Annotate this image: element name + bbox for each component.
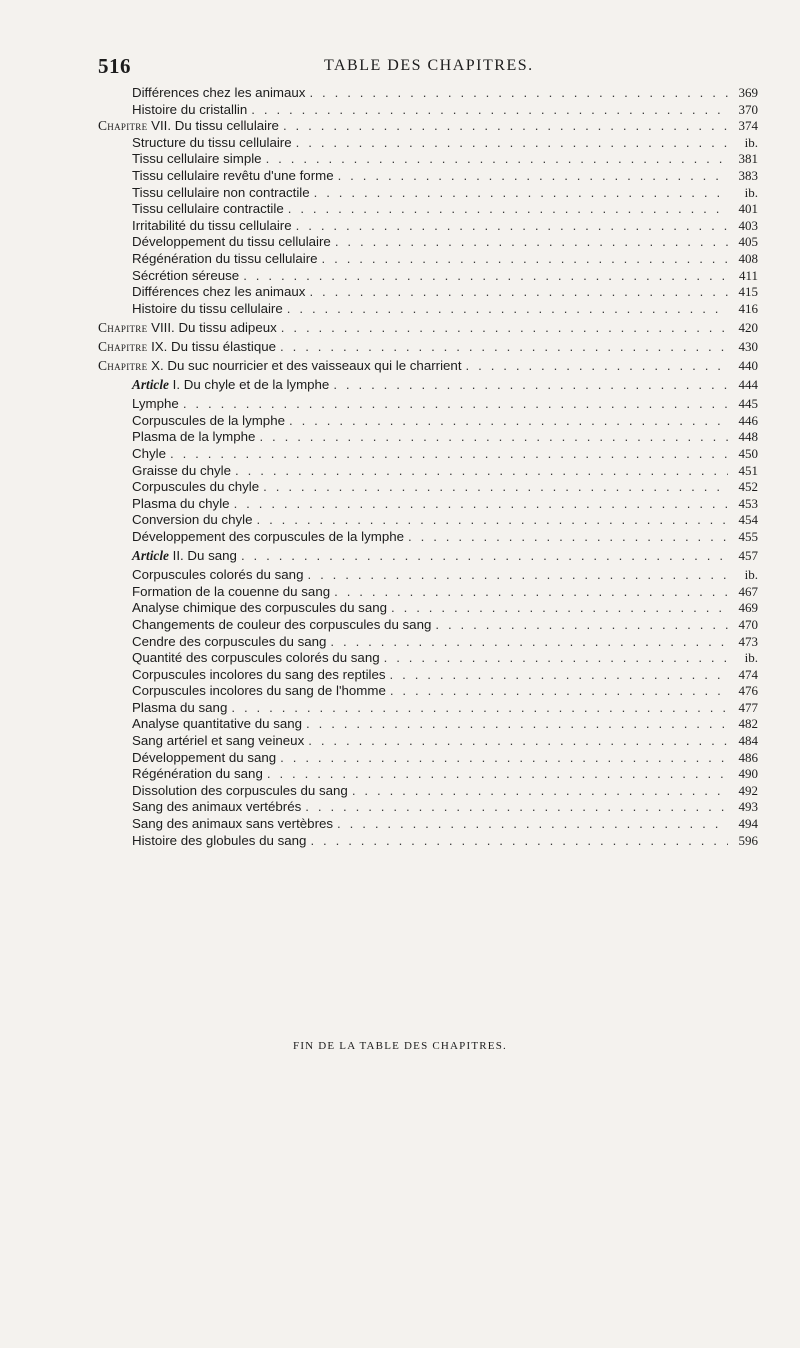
entry-title: Analyse chimique des corpuscules du sang <box>132 600 388 616</box>
dot-leader <box>183 396 728 413</box>
toc-entry <box>98 766 758 783</box>
toc-entry <box>98 683 758 700</box>
page-ref: 369 <box>738 85 758 100</box>
chapter-prefix: Chapitre <box>98 338 148 354</box>
toc-entry <box>98 479 758 496</box>
page-ref: ib. <box>744 567 758 583</box>
page-ref: 596 <box>738 832 758 848</box>
entry-title: Régénération du tissu cellulaire <box>132 250 318 266</box>
entry-label <box>132 168 334 185</box>
toc-entry <box>98 733 758 750</box>
entry-label <box>98 339 276 356</box>
chapter-entry <box>98 118 758 135</box>
entry-label <box>132 750 276 767</box>
page-ref: 448 <box>738 429 758 445</box>
page-ref: 445 <box>738 396 758 412</box>
entry-title: Corpuscules incolores du sang des reptiles <box>132 666 386 682</box>
entry-label <box>132 135 292 152</box>
dot-leader <box>309 284 728 301</box>
entry-label <box>132 396 179 413</box>
page-ref: 452 <box>738 479 758 495</box>
page-ref: 451 <box>738 462 758 478</box>
page-ref: 470 <box>738 616 758 632</box>
end-note: FIN DE LA TABLE DES CHAPITRES. <box>293 1040 507 1052</box>
entry-label <box>132 429 255 446</box>
entry-label <box>132 413 285 430</box>
toc-entry <box>98 716 758 733</box>
page-ref: 416 <box>738 300 758 316</box>
dot-leader <box>309 85 728 102</box>
entry-label <box>132 446 166 463</box>
dot-leader <box>305 799 728 816</box>
dot-leader <box>263 479 728 496</box>
toc-entry <box>98 218 758 235</box>
toc-entry <box>98 151 758 168</box>
chapter-prefix: Chapitre <box>98 358 148 373</box>
entry-label <box>132 650 380 667</box>
entry-label <box>132 667 386 684</box>
dot-leader <box>283 118 728 135</box>
toc-entry <box>98 584 758 601</box>
entry-title: Différences chez les animaux <box>132 284 306 300</box>
entry-label <box>98 358 462 375</box>
dot-leader <box>308 733 728 750</box>
entry-title: Sang des animaux sans vertèbres <box>132 816 334 832</box>
entry-label <box>132 733 304 750</box>
page-ref: 477 <box>738 699 758 715</box>
entry-title: Histoire des globules du sang <box>132 832 307 848</box>
entry-title: Dissolution des corpuscules du sang <box>132 782 348 798</box>
chapter-entry <box>98 320 758 337</box>
toc-entry <box>98 816 758 833</box>
page-ref: 444 <box>738 377 758 393</box>
dot-leader <box>259 429 728 446</box>
entry-title: Corpuscules colorés du sang <box>132 567 304 583</box>
dot-leader <box>391 600 728 617</box>
entry-label <box>132 479 259 496</box>
entry-title: Sang artériel et sang veineux <box>132 733 305 749</box>
dot-leader <box>235 463 728 480</box>
toc-entry <box>98 251 758 268</box>
page-ref: ib. <box>744 650 758 666</box>
entry-label <box>132 617 431 634</box>
entry-title: Changements de couleur des corpuscules du sang <box>132 616 432 632</box>
dot-leader <box>170 446 728 463</box>
dot-leader <box>243 268 728 285</box>
chapter-prefix: Chapitre <box>98 118 148 134</box>
dot-leader <box>231 700 728 717</box>
article-prefix: Article <box>132 548 169 564</box>
entry-label <box>132 584 330 601</box>
entry-title: Plasma du sang <box>132 699 228 715</box>
dot-leader <box>334 584 728 601</box>
dot-leader <box>296 218 728 235</box>
entry-title: Différences chez les animaux <box>132 85 306 100</box>
chapter-entry <box>98 339 758 356</box>
chapter-entry <box>98 358 758 375</box>
entry-title: Sécrétion séreuse <box>132 267 240 283</box>
page-ref: 408 <box>738 250 758 266</box>
entry-label <box>132 377 329 394</box>
entry-title: Tissu cellulaire revêtu d'une forme <box>132 167 334 183</box>
entry-label <box>132 700 227 717</box>
page-ref: ib. <box>744 184 758 200</box>
entry-label <box>132 85 305 102</box>
entry-label <box>132 766 263 783</box>
page-ref: 430 <box>738 338 758 354</box>
toc-entry <box>98 496 758 513</box>
toc-entry <box>98 667 758 684</box>
entry-label <box>132 102 247 119</box>
dot-leader <box>307 567 728 584</box>
toc-entry <box>98 463 758 480</box>
entry-label <box>132 218 292 235</box>
entry-label <box>98 118 279 135</box>
toc-entry <box>98 750 758 767</box>
dot-leader <box>408 529 728 546</box>
entry-label <box>132 151 262 168</box>
page-ref: 476 <box>738 683 758 699</box>
toc-entry <box>98 429 758 446</box>
entry-title: Analyse quantitative du sang <box>132 716 303 732</box>
page-header <box>98 54 758 80</box>
entry-label <box>132 783 348 800</box>
page-ref: 446 <box>738 412 758 428</box>
entry-title: X. Du suc nourricier et des vaisseaux qui le charrient <box>151 358 462 373</box>
entry-label <box>132 799 301 816</box>
dot-leader <box>288 201 728 218</box>
page-ref: 455 <box>738 528 758 544</box>
page-ref: 440 <box>738 358 758 373</box>
page-ref: 420 <box>738 319 758 335</box>
page-ref: 494 <box>738 816 758 832</box>
toc-entry <box>98 446 758 463</box>
toc-entry <box>98 650 758 667</box>
dot-leader <box>267 766 728 783</box>
page-ref: 453 <box>738 495 758 511</box>
toc-entry <box>98 529 758 546</box>
page-ref: 401 <box>738 201 758 217</box>
entry-title: Quantité des corpuscules colorés du sang <box>132 650 380 666</box>
toc-entry <box>98 301 758 318</box>
entry-label <box>132 512 252 529</box>
page-ref: 403 <box>738 217 758 233</box>
dot-leader <box>335 234 728 251</box>
toc-entry <box>98 783 758 800</box>
entry-title: Histoire du tissu cellulaire <box>132 300 283 316</box>
page-ref: 473 <box>738 633 758 649</box>
page-ref: 482 <box>738 716 758 732</box>
dot-leader <box>322 251 728 268</box>
entry-label <box>132 463 231 480</box>
toc-entry <box>98 185 758 202</box>
toc-entry <box>98 512 758 529</box>
dot-leader <box>435 617 728 634</box>
page-ref: 405 <box>738 234 758 250</box>
entry-title: Régénération du sang <box>132 766 263 782</box>
page-ref: 492 <box>738 782 758 798</box>
toc-entry <box>98 268 758 285</box>
dot-leader <box>289 413 728 430</box>
toc-entry <box>98 413 758 430</box>
page-ref: 486 <box>738 749 758 765</box>
page-ref: 370 <box>738 101 758 117</box>
entry-title: Corpuscules incolores du sang de l'homme <box>132 683 386 699</box>
entry-title: Tissu cellulaire contractile <box>132 201 284 217</box>
entry-title: Conversion du chyle <box>132 512 253 528</box>
entry-label <box>132 634 326 651</box>
toc-entry <box>98 284 758 301</box>
entry-label <box>132 529 404 546</box>
page-ref: 383 <box>738 167 758 183</box>
dot-leader <box>256 512 728 529</box>
running-title: TABLE DES CHAPITRES. <box>324 57 534 74</box>
dot-leader <box>337 816 728 833</box>
dot-leader <box>330 634 728 651</box>
chapter-prefix: Chapitre <box>98 319 148 335</box>
entry-label <box>132 284 305 301</box>
page-ref: 374 <box>738 118 758 134</box>
dot-leader <box>266 151 728 168</box>
entry-title: IX. Du tissu élastique <box>151 338 277 354</box>
toc-entry <box>98 567 758 584</box>
dot-leader <box>466 358 728 375</box>
entry-title: Corpuscules du chyle <box>132 479 260 495</box>
dot-leader <box>280 339 728 356</box>
toc-entry <box>98 700 758 717</box>
entry-title: Structure du tissu cellulaire <box>132 134 292 150</box>
dot-leader <box>251 102 728 119</box>
entry-label <box>132 600 387 617</box>
page-ref: 454 <box>738 512 758 528</box>
dot-leader <box>310 833 728 850</box>
toc-entry <box>98 396 758 413</box>
article-prefix: Article <box>132 377 169 393</box>
entry-label <box>132 201 284 218</box>
toc-entry <box>98 168 758 185</box>
entry-title: Tissu cellulaire simple <box>132 151 262 167</box>
page-ref: 450 <box>738 445 758 461</box>
entry-label <box>132 185 310 202</box>
page-ref: 467 <box>738 583 758 599</box>
entry-title: I. Du chyle et de la lymphe <box>172 377 330 393</box>
dot-leader <box>384 650 728 667</box>
entry-title: Histoire du cristallin <box>132 101 248 117</box>
entry-label <box>132 268 239 285</box>
entry-label <box>98 320 277 337</box>
table-of-contents <box>98 85 758 849</box>
entry-label <box>132 301 283 318</box>
dot-leader <box>390 683 728 700</box>
entry-title: Lymphe <box>132 396 179 412</box>
entry-label <box>132 716 302 733</box>
dot-leader <box>390 667 728 684</box>
entry-label <box>132 548 237 565</box>
page-ref: 415 <box>738 284 758 300</box>
toc-entry <box>98 799 758 816</box>
toc-entry <box>98 234 758 251</box>
entry-title: Graisse du chyle <box>132 462 232 478</box>
toc-entry <box>98 617 758 634</box>
entry-title: Sang des animaux vertébrés <box>132 799 302 815</box>
entry-title: Plasma de la lymphe <box>132 429 256 445</box>
toc-entry <box>98 135 758 152</box>
entry-label <box>132 816 333 833</box>
entry-label <box>132 683 386 700</box>
article-entry <box>98 548 758 565</box>
dot-leader <box>280 750 728 767</box>
entry-title: II. Du sang <box>172 548 237 564</box>
page-ref: 411 <box>738 267 758 283</box>
toc-entry <box>98 85 758 102</box>
entry-title: Chyle <box>132 445 166 461</box>
toc-entry <box>98 102 758 119</box>
page-ref: ib. <box>744 134 758 150</box>
entry-title: Développement des corpuscules de la lymphe <box>132 528 405 544</box>
toc-entry <box>98 634 758 651</box>
dot-leader <box>296 135 728 152</box>
dot-leader <box>314 185 728 202</box>
entry-label <box>132 567 303 584</box>
dot-leader <box>352 783 728 800</box>
dot-leader <box>234 496 728 513</box>
entry-title: Irritabilité du tissu cellulaire <box>132 217 292 233</box>
entry-label <box>132 833 306 850</box>
page-ref: 457 <box>738 548 758 564</box>
dot-leader <box>241 548 728 565</box>
toc-entry <box>98 833 758 850</box>
entry-title: VIII. Du tissu adipeux <box>151 319 277 335</box>
entry-title: Développement du sang <box>132 749 277 765</box>
dot-leader <box>281 320 728 337</box>
page-ref: 381 <box>738 151 758 167</box>
dot-leader <box>287 301 728 318</box>
entry-title: Plasma du chyle <box>132 495 230 511</box>
entry-title: Tissu cellulaire non contractile <box>132 184 310 200</box>
dot-leader <box>306 716 728 733</box>
entry-title: Développement du tissu cellulaire <box>132 234 331 250</box>
dot-leader <box>333 377 728 394</box>
page-ref: 484 <box>738 733 758 749</box>
page-number: 516 <box>98 54 131 78</box>
dot-leader <box>338 168 728 185</box>
entry-label <box>132 251 318 268</box>
article-entry <box>98 377 758 394</box>
entry-label <box>132 234 331 251</box>
toc-entry <box>98 201 758 218</box>
entry-title: Corpuscules de la lymphe <box>132 412 285 428</box>
page-ref: 490 <box>738 766 758 782</box>
page-ref: 493 <box>738 799 758 815</box>
page-ref: 474 <box>738 666 758 682</box>
entry-title: VII. Du tissu cellulaire <box>151 118 279 134</box>
entry-title: Cendre des corpuscules du sang <box>132 633 327 649</box>
toc-entry <box>98 600 758 617</box>
entry-title: Formation de la couenne du sang <box>132 583 331 599</box>
page-ref: 469 <box>738 600 758 616</box>
entry-label <box>132 496 230 513</box>
